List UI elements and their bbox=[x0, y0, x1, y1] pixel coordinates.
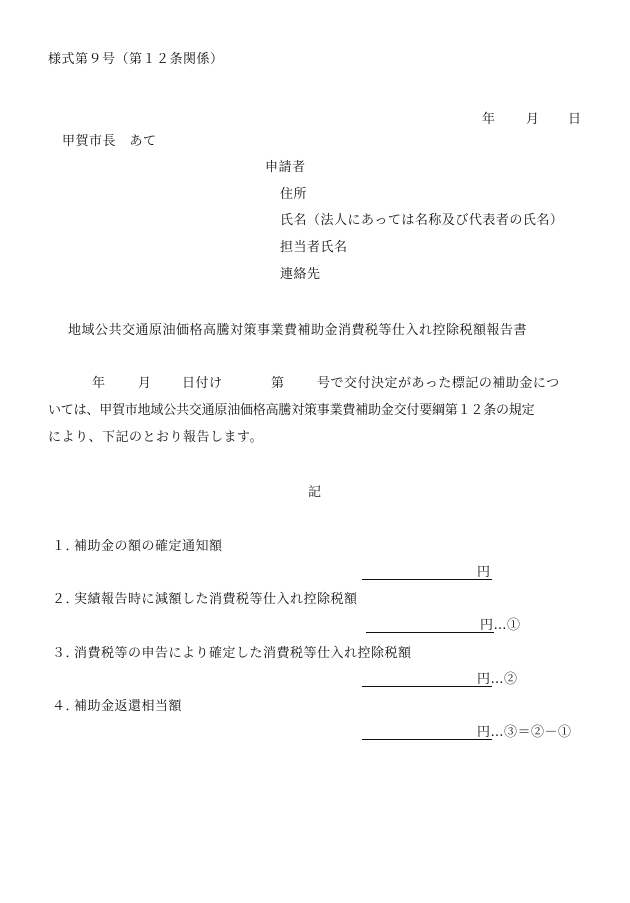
item-4-unit bbox=[477, 726, 572, 739]
item-3-unit bbox=[477, 673, 518, 686]
body-line3: により、下記のとおり報告します。 bbox=[48, 430, 263, 445]
body-line1-rest: 号で交付決定があった標記の補助金につ bbox=[317, 376, 560, 391]
form-number: 様式第９号（第１２条関係） bbox=[48, 52, 224, 67]
addressee: 甲賀市長 あて bbox=[62, 134, 157, 149]
item-1-text: 補助金の額の確定通知額 bbox=[74, 539, 223, 554]
item-3-text: 消費税等の申告により確定した消費税等仕入れ控除税額 bbox=[74, 646, 412, 661]
item-2-suffix: …① bbox=[493, 618, 521, 633]
item-1-number: １． bbox=[52, 539, 80, 554]
item-3-yen: 円 bbox=[477, 672, 491, 687]
item-1-label bbox=[52, 540, 223, 553]
body-month-label: 月 bbox=[138, 376, 152, 391]
item-3-number: ３． bbox=[52, 646, 80, 661]
item-2-label bbox=[52, 593, 358, 606]
item-1-amount-underline bbox=[362, 579, 492, 580]
item-2-yen: 円 bbox=[480, 618, 494, 633]
ki-marker: 記 bbox=[308, 485, 322, 500]
item-2-unit bbox=[480, 619, 521, 632]
date-day-label: 日 bbox=[568, 112, 582, 127]
item-2-text: 実績報告時に減額した消費税等仕入れ控除税額 bbox=[74, 592, 358, 607]
date-month-label: 月 bbox=[526, 112, 540, 127]
body-year-label: 年 bbox=[92, 376, 106, 391]
item-3-amount-underline bbox=[362, 686, 492, 687]
item-4-text: 補助金返還相当額 bbox=[74, 699, 183, 714]
body-day-label: 日付け bbox=[182, 376, 223, 391]
body-line2: いては、甲賀市地域公共交通原油価格高騰対策事業費補助金交付要綱第１２条の規定 bbox=[48, 403, 535, 418]
contact-label: 連絡先 bbox=[280, 267, 321, 282]
date-year-label: 年 bbox=[482, 112, 496, 127]
item-3-suffix: …② bbox=[490, 672, 518, 687]
item-4-label bbox=[52, 700, 182, 713]
body-dai-label: 第 bbox=[271, 376, 285, 391]
item-4-yen: 円 bbox=[477, 725, 491, 740]
address-label: 住所 bbox=[280, 187, 308, 202]
applicant-heading: 申請者 bbox=[265, 160, 306, 175]
contact-person-label: 担当者氏名 bbox=[280, 240, 348, 255]
item-4-number: ４． bbox=[52, 699, 80, 714]
item-2-number: ２． bbox=[52, 592, 80, 607]
document-title: 地域公共交通原油価格高騰対策事業費補助金消費税等仕入れ控除税額報告書 bbox=[68, 323, 528, 338]
item-3-label bbox=[52, 647, 412, 660]
item-1-unit bbox=[477, 566, 491, 579]
item-2-amount-underline bbox=[366, 632, 494, 633]
item-1-yen: 円 bbox=[477, 565, 491, 580]
item-4-amount-underline bbox=[362, 739, 492, 740]
name-label: 氏名（法人にあっては名称及び代表者の氏名） bbox=[280, 213, 564, 228]
item-4-suffix: …③＝②－① bbox=[490, 725, 572, 740]
